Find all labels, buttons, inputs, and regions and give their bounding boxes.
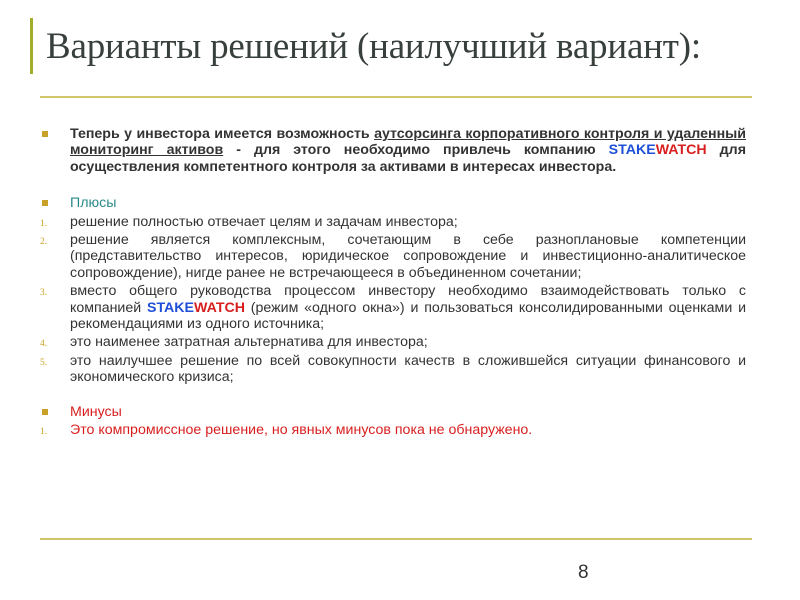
pros-item-text-before: вместо общего руководства процессом инвестору необходимо взаимодействовать только с компанией [70,283,746,316]
cons-item-text: Это компромиссное решение, но явных минусов пока не обнаружено. [70,422,533,439]
slide-body [40,126,746,441]
footer-divider [40,538,752,540]
intro-underlined-text: аутсорсинга корпоративного контроля и удаленный мониторинг активов [70,126,746,159]
list-number: 1. [40,427,48,438]
pros-item-text: решение является комплексным, сочетающим в себе разноплановые компетенции (представительство интересов, юридическое сопровождение и инвестиционно-аналитическое сопровождение), нигде ранее не встречающееся в объединенном сочетании; [70,232,746,281]
intro-paragraph [40,126,746,175]
cons-heading-label: Минусы [70,403,122,420]
list-number: 4. [40,339,48,350]
pros-item-text: это наименее затратная альтернатива для инвестора; [70,334,428,351]
intro-text-middle: - для этого необходимо привлечь компанию [223,142,609,159]
cons-heading [40,404,746,420]
list-number: 1. [40,218,48,229]
pros-heading [40,195,746,211]
pros-item-text-after: (режим «одного окна») и пользоваться консолидированными оценками и рекомендациями из одного источника; [70,299,746,333]
stakewatch-logo-stake: STAKE [146,299,195,316]
stakewatch-logo-watch: WATCH [194,299,245,316]
stakewatch-logo-stake: STAKE [608,142,656,159]
list-number: 5. [40,357,48,368]
list-number: 3. [40,288,48,299]
intro-text-before: Теперь у инвестора имеется возможность [70,126,375,142]
stakewatch-logo-watch: WATCH [655,142,707,159]
pros-list [40,214,746,386]
intro-text-after: для осуществления компетентного контроля за активами в интересах инвестора. [70,142,746,175]
pros-item [40,353,746,386]
square-bullet-icon [42,409,48,415]
square-bullet-icon [42,200,48,206]
list-number: 2. [40,237,48,248]
pros-heading-label: Плюсы [70,195,117,212]
cons-item [40,422,746,438]
title-divider [40,96,752,98]
pros-item [40,283,746,332]
square-bullet-icon [42,131,48,137]
pros-item-text: решение полностью отвечает целям и задачам инвестора; [70,213,458,230]
cons-list [40,422,746,438]
pros-item-text: это наилучшее решение по всей совокупности качеств в сложившейся ситуации финансового и экономического кризиса; [70,352,746,386]
slide-title: Варианты решений (наилучший вариант): [46,26,701,67]
title-accent-bar [30,18,33,74]
pros-item [40,214,746,230]
page-number: 8 [578,562,589,583]
pros-item [40,334,746,350]
pros-item [40,232,746,281]
